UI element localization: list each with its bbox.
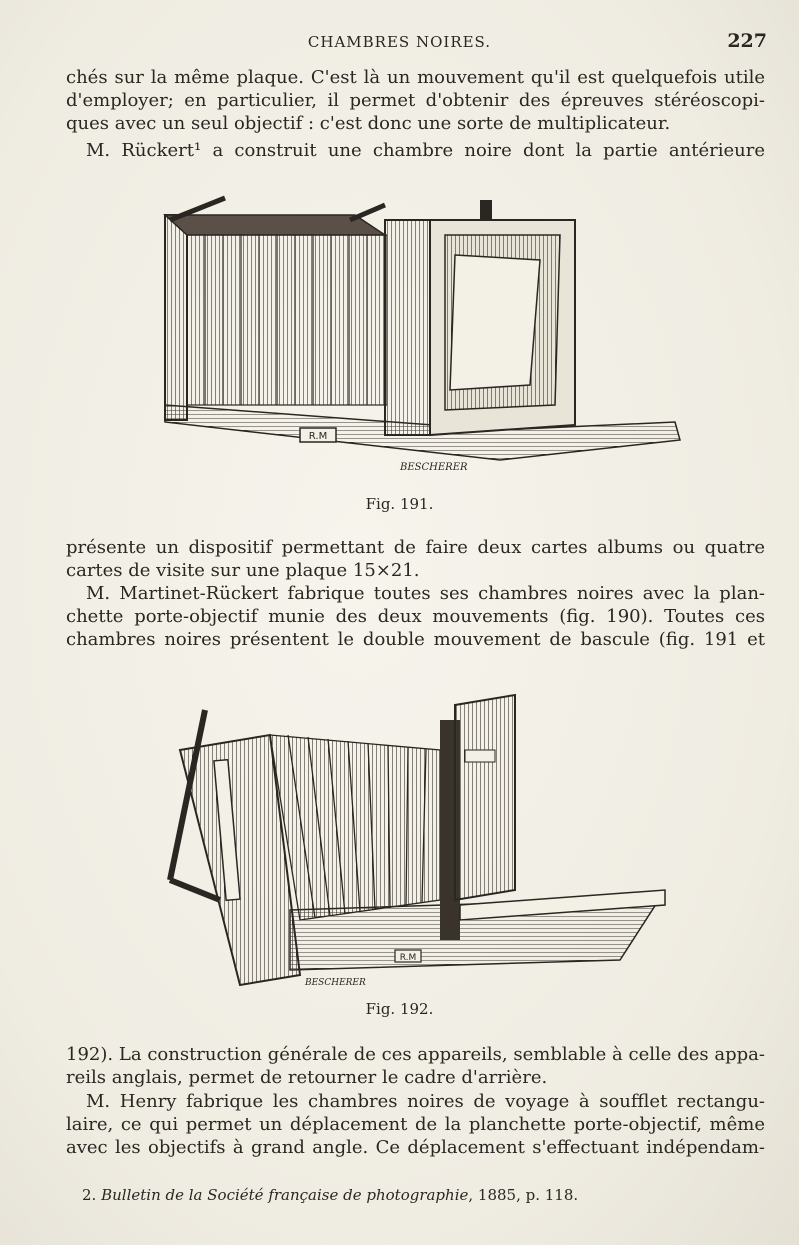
text-line: d'employer; en particulier, il permet d'obtenir des épreuves stéréoscopi- [66,90,765,111]
footnote-citation-rest: , 1885, p. 118. [468,1186,579,1204]
paragraph-1 [66,66,765,135]
plate-mark: R.M [308,431,328,442]
text-line: chés sur la même plaque. C'est là un mouvement qu'il est quelquefois utile [66,67,765,88]
footnote-citation-title: Bulletin de la Société française de photographie [101,1186,469,1204]
figure-191-illustration [155,190,685,480]
text-line: cartes de visite sur une plaque 15×21. [66,560,420,581]
text-line: chambres noires présentent le double mouvement de bascule (fig. 191 et [66,629,765,650]
running-header: CHAMBRES NOIRES. [307,33,492,51]
engraver-signature: BESCHERER [400,462,468,473]
paragraph-4 [66,582,765,651]
footnote [82,1186,578,1204]
figure-192-illustration [160,680,670,990]
page-number: 227 [727,30,767,52]
paragraph-5 [66,1043,765,1089]
text-line: chette porte-objectif munie des deux mouvements (fig. 190). Toutes ces [66,606,765,627]
text-line: M. Rückert¹ a construit une chambre noire dont la partie antérieure [86,140,765,161]
text-line: présente un dispositif permettant de faire deux cartes albums ou quatre [66,537,765,558]
paragraph-6 [66,1090,765,1159]
figure-192-caption: Fig. 192. [365,1000,434,1018]
paragraph-2 [66,139,765,162]
paragraph-3 [66,536,765,582]
text-line: avec les objectifs à grand angle. Ce déplacement s'effectuant indépendam- [66,1137,765,1158]
text-line: reils anglais, permet de retourner le cadre d'arrière. [66,1067,548,1088]
engraver-signature: BESCHERER [305,978,366,988]
text-line: 192). La construction générale de ces appareils, semblable à celle des appa- [66,1044,765,1065]
text-line: M. Martinet-Rückert fabrique toutes ses chambres noires avec la plan- [86,583,765,604]
plate-mark: R.M [399,953,417,963]
footnote-number: 2. [82,1186,97,1204]
text-line: laire, ce qui permet un déplacement de la planchette porte-objectif, même [66,1114,765,1135]
figure-191-caption: Fig. 191. [365,495,434,513]
text-line: M. Henry fabrique les chambres noires de voyage à soufflet rectangu- [86,1091,765,1112]
text-line: ques avec un seul objectif : c'est donc une sorte de multiplicateur. [66,113,671,134]
